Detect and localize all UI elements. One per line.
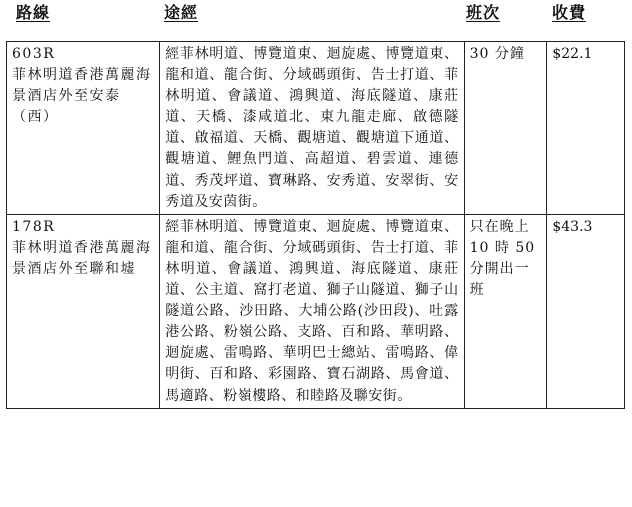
header-fare [552, 0, 586, 26]
route-code: 178R [12, 218, 56, 235]
route-path: 經菲林明道、博覽道東、迴旋處、博覽道東、龍和道、龍合街、分域碼頭街、告士打道、菲林明道、會議道、鴻興道、海底隧道、康莊道、天橋、漆咸道北、東九龍走廊、啟德隧道、啟福道、天橋、觀塘道、觀塘道下通道、觀塘道、鯉魚門道、高超道、碧雲道、連德道、秀茂坪道、寶琳路、安秀道、安翠街、安秀道及安茵街。 [160, 42, 464, 215]
route-fare: $43.3 [547, 214, 625, 408]
route-code: 603R [12, 46, 56, 62]
route-fare: $22.1 [547, 42, 625, 215]
route-name: 菲林明道香港萬麗海景酒店外至安泰（西） [12, 67, 152, 126]
route-cell [7, 42, 160, 215]
route-cell [7, 214, 160, 408]
route-frequency: 30 分鐘 [464, 42, 547, 215]
header-frequency [466, 0, 500, 26]
header-fare-label: 收費 [552, 3, 587, 22]
route-name: 菲林明道香港萬麗海景酒店外至聯和墟 [12, 239, 152, 277]
route-path: 經菲林明道、博覽道東、迴旋處、博覽道東、龍和道、龍合街、分域碼頭街、告士打道、菲林明道、會議道、鴻興道、海底隧道、康莊道、公主道、窩打老道、獅子山隧道、獅子山隧道公路、沙田路、大埔公路(沙田段)、吐露港公路、粉嶺公路、支路、百和路、華明路、迴旋處、雷鳴路、華明巴士總站、雷鳴路、偉明街、百和路、彩園路、寶石湖路、馬會道、馬適路、粉嶺樓路、和睦路及聯安街。 [160, 214, 464, 408]
header-path [164, 0, 198, 26]
table-row [7, 214, 625, 408]
header-frequency-label: 班次 [466, 3, 501, 22]
table-row [7, 42, 625, 215]
header-route [16, 0, 50, 26]
route-frequency: 只在晚上 10 時 50 分開出一班 [464, 214, 547, 408]
route-table [6, 41, 625, 409]
header-path-label: 途經 [164, 3, 199, 22]
header-route-label: 路線 [16, 3, 51, 22]
